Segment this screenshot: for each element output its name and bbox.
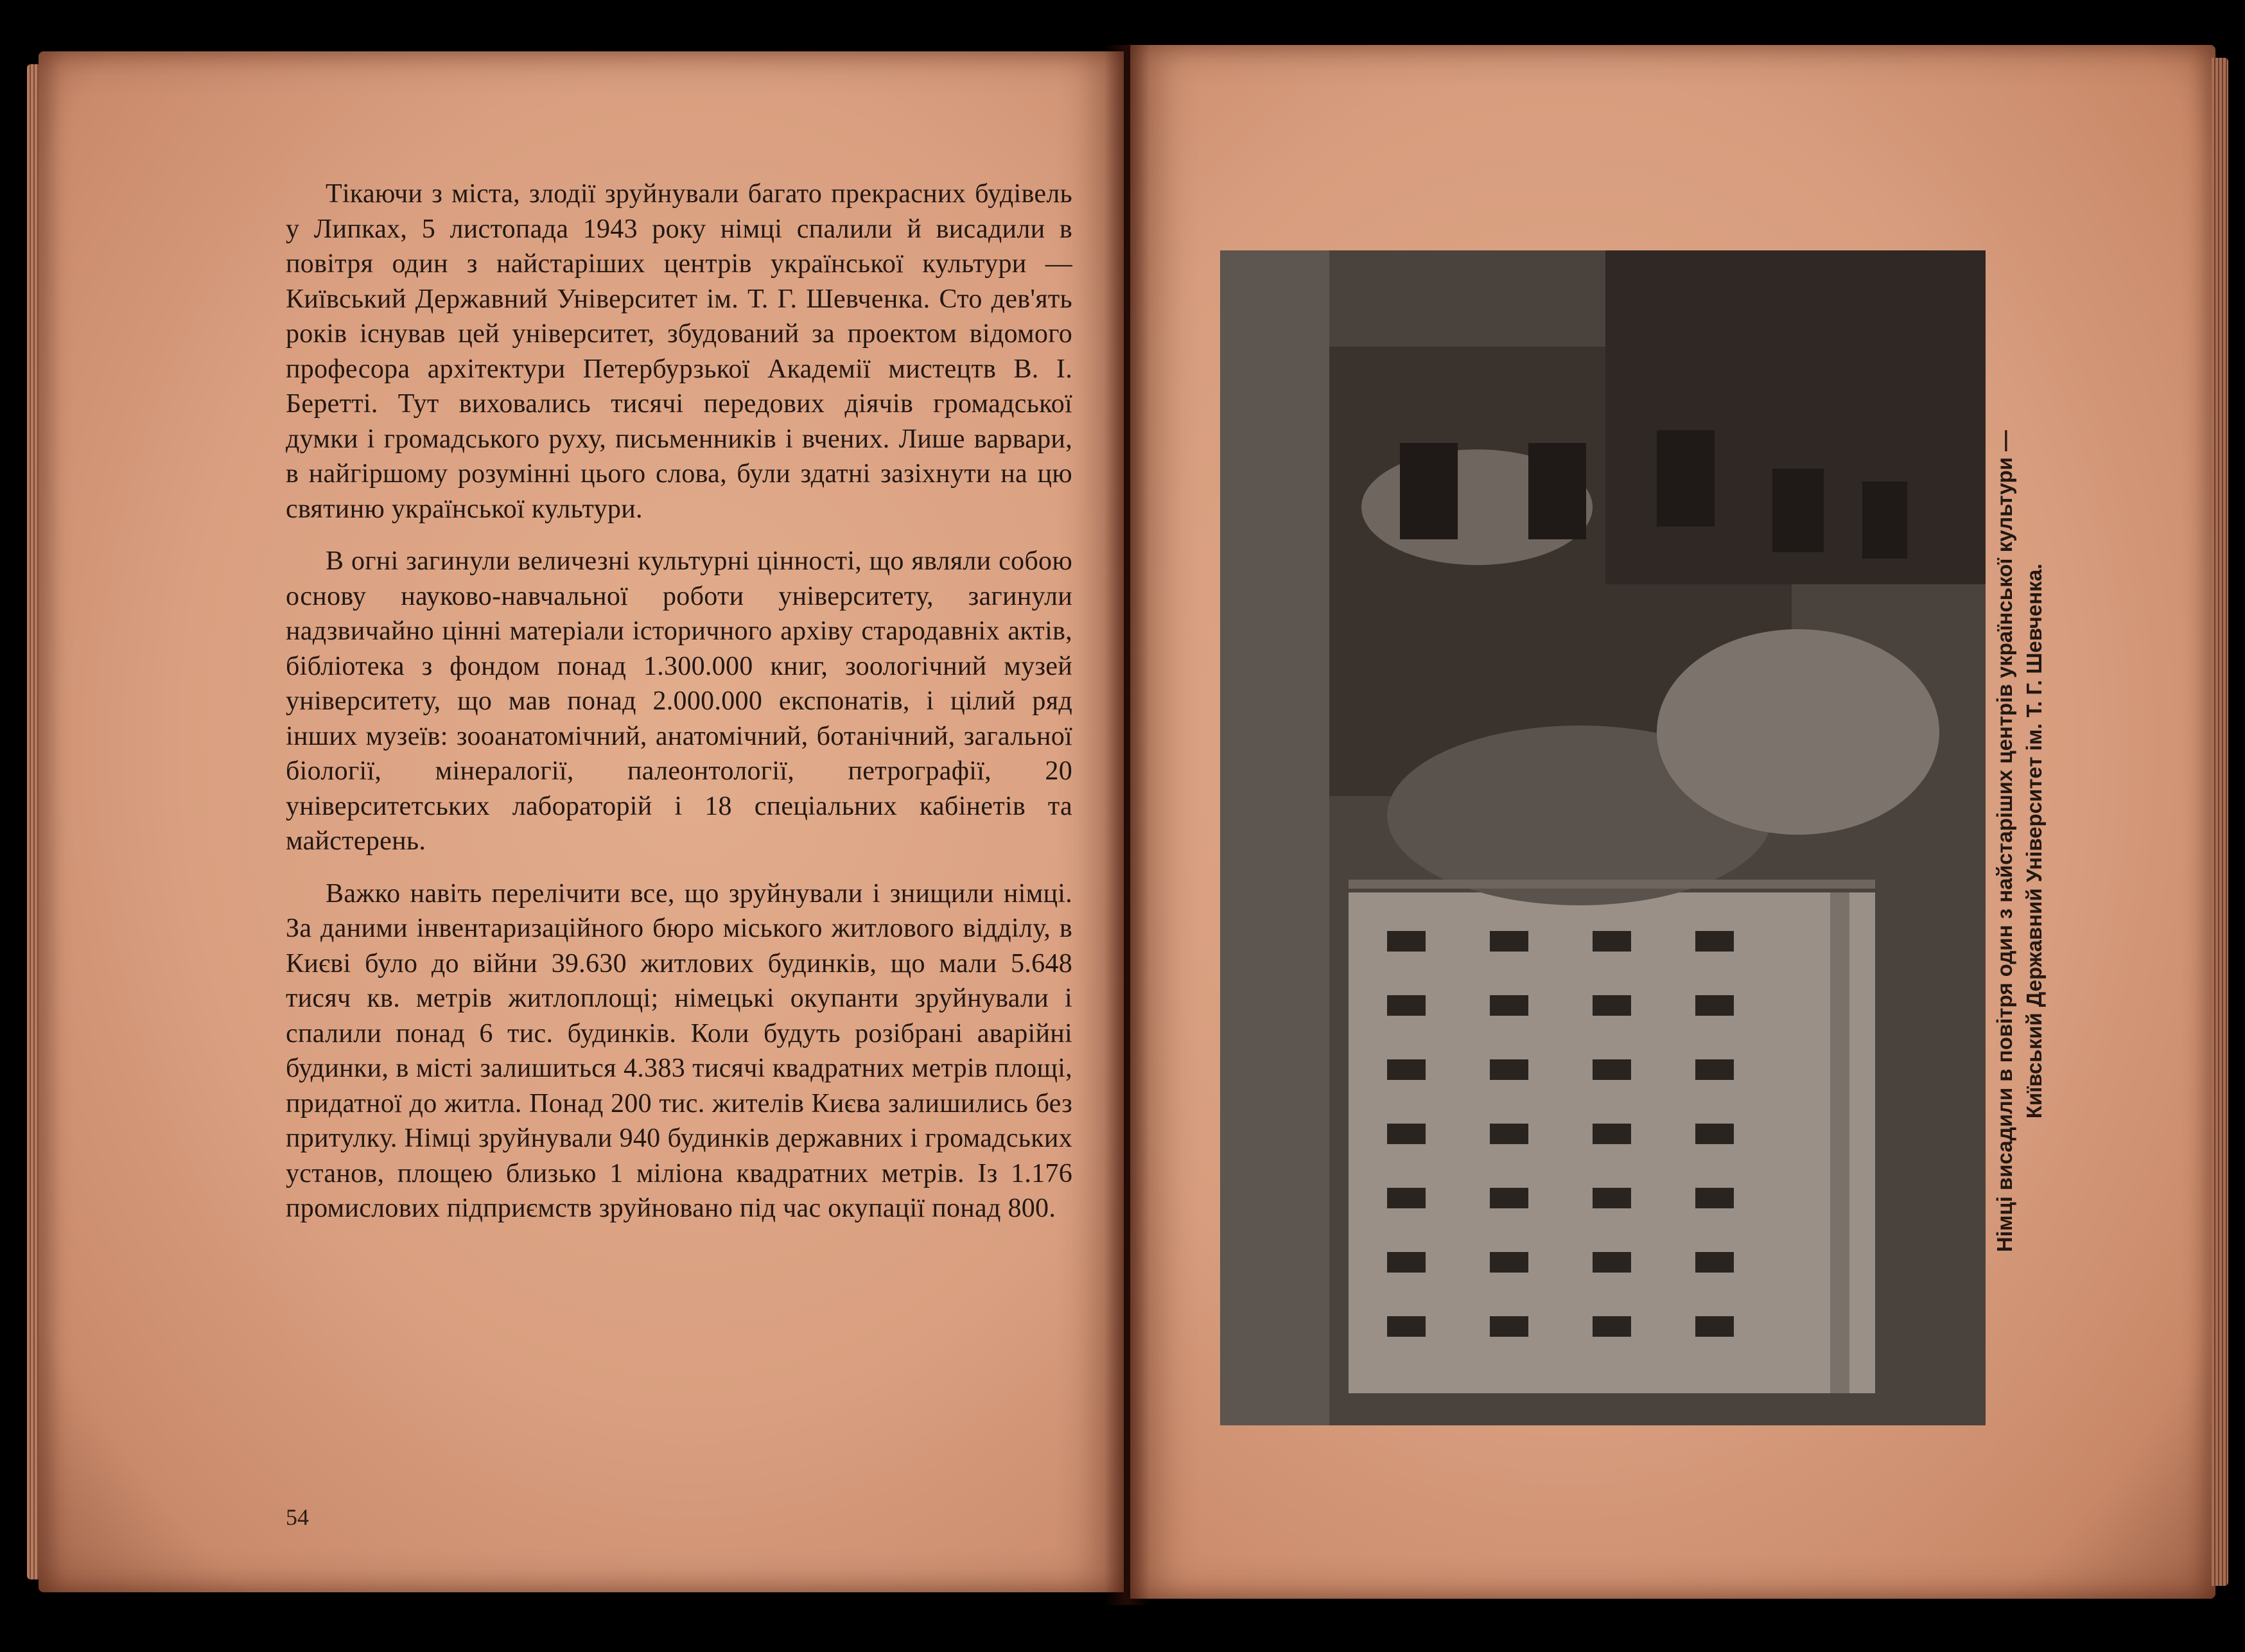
photo-illustration	[1220, 250, 1986, 1425]
paragraph-2: В огні загинули величезні культурні цінності, що являли собою основу науково-навчальної роботи університету, загинули надзвичайно цінні матеріали історичного архіву стародавніх актів, бібліотека з фондом понад 1.300.000 книг, зоологічний музей університету, що мав понад 2.000.000 експонатів, і цілий ряд інших музеїв: зооанатомічний, анатомічний, ботанічний, загальної біології, мінералогії, палеонтології, петрографії, 20 університетських лабораторій і 18 спеціальних кабінетів та майстерень.	[286, 546, 1072, 856]
paragraph-1: Тікаючи з міста, злодії зруйнували багато прекрасних будівель у Липках, 5 листопада 1943 року німці спалили й висадили в повітря один з найстаріших центрів української культури — Київський Державний Університет ім. Т. Г. Шевченка. Сто дев'ять років існував цей університет, збудований за проектом відомого професора архітектури Петербурзької Академії мистецтв В. І. Беретті. Тут виховались тисячі передових діячів громадської думки і громадського руху, письменників і вчених. Лише варвари, в найгіршому розумінні цього слова, були здатні зазіхнути на цю святиню української культури.	[286, 179, 1072, 524]
photo-caption	[1990, 257, 2049, 1425]
body-text	[286, 177, 1072, 1244]
paragraph-3: Важко навіть перелічити все, що зруйнували і знищили німці. За даними інвентаризаційного бюро міського житлового відділу, в Києві було до війни 39.630 житлових будинків, що мали 5.648 тисяч кв. метрів житлоплощі; німецькі окупанти зруйнували і спалили понад 6 тис. будинків. Коли будуть розібрані аварійні будинки, в місті залишиться 4.383 тисячі квадратних метрів площі, придатної до житла. Понад 200 тис. жителів Києва залишились без притулку. Німці зруйнували 940 будинків державних і громадських установ, площею близько 1 міліона квадратних метрів. Із 1.176 промислових підприємств зруйновано під час окупації понад 800.	[286, 878, 1072, 1223]
caption-line-1: Німці висадили в повітря один з найстаріших центрів української культури —	[1993, 430, 2016, 1253]
university-ruins-photo	[1220, 250, 1986, 1425]
left-page	[39, 51, 1124, 1592]
book-spine	[1105, 45, 1149, 1605]
page-edges-right	[2212, 58, 2228, 1586]
page-number: 54	[286, 1504, 309, 1530]
open-book	[39, 45, 2209, 1605]
caption-line-2: Київський Державний Університет ім. Т. Г. Шевченка.	[2022, 563, 2046, 1119]
